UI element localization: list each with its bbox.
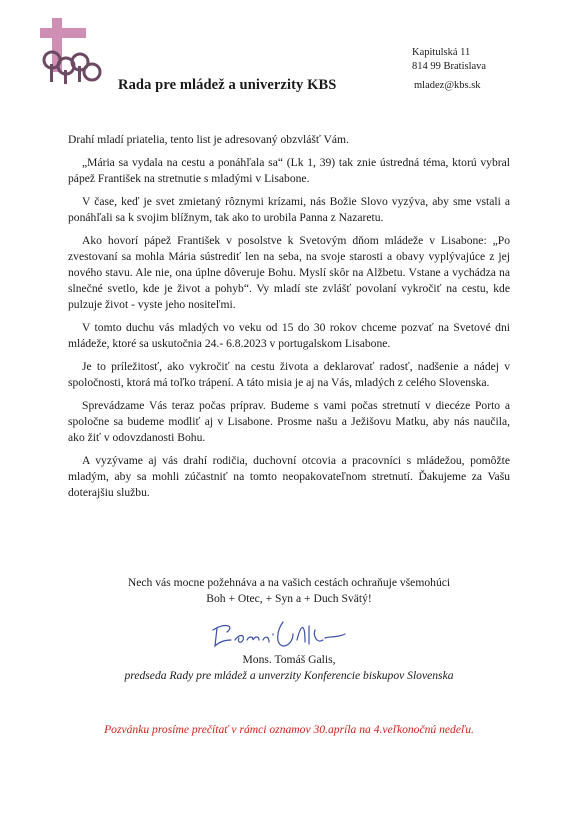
address-street: Kapitulská 11 xyxy=(412,47,471,58)
letter-body xyxy=(68,132,510,508)
blessing-line: Boh + Otec, + Syn a + Duch Svätý! xyxy=(206,592,372,605)
blessing xyxy=(68,575,510,607)
blessing-line: Nech vás mocne požehnáva a na vašich cestách ochraňuje všemohúci xyxy=(127,576,451,589)
greeting: Drahí mladí priatelia, tento list je adresovaný obzvlášť Vám. xyxy=(68,133,349,146)
paragraph: V čase, keď je svet zmietaný rôznymi krízami, nás Božie Slovo vyzýva, aby sme vstali a ponáhľali sa k svojim blížnym, tak ako to urobila Panna z Nazaretu. xyxy=(68,195,510,225)
paragraph: A vyzývame aj vás drahí rodičia, duchovní otcovia a pracovníci s mládežou, pomôžte mladým, aby sa mohli zúčastniť na tomto neopakovateľnom stretnutí. Ďakujeme za Vašu doterajšiu službu. xyxy=(68,454,510,499)
paragraph: Je to príležitosť, ako vykročiť na cestu života a deklarovať radosť, nadšenie a nádej v spoločnosti, ktorá má toľko trápení. A táto misia je aj na Vás, mladých z celého Slovenska. xyxy=(68,360,510,389)
signer-name: Mons. Tomáš Galis, xyxy=(242,653,336,666)
reading-note: Pozvánku prosíme prečítať v rámci oznamov 30.apríla na 4.veľkonočnú nedeľu. xyxy=(104,723,474,736)
signer-block xyxy=(68,652,510,684)
paragraph: Sprevádzame Vás teraz počas príprav. Budeme s vami počas stretnutí v diecéze Porto a spoločne sa budeme modliť aj v Lisabone. Prosme našu a Ježišovu Matku, aby nás naučila, ako žiť v odovzdanosti Bohu. xyxy=(68,399,510,444)
address-block xyxy=(412,46,486,93)
organization-title: Rada pre mládež a univerzity KBS xyxy=(118,77,337,93)
signer-role: predseda Rady pre mládež a unverzity Konferencie biskupov Slovenska xyxy=(124,669,454,682)
paragraph: V tomto duchu vás mladých vo veku od 15 do 30 rokov chceme pozvať na Svetové dni mládeže, ktoré sa uskutočnia 24.- 6.8.2023 v portugalskom Lisabone. xyxy=(68,320,510,350)
email-address: mladez@kbs.sk xyxy=(414,80,481,91)
paragraph: Ako hovorí pápež František v posolstve k Svetovým dňom mládeže v Lisabone: „Po zvestovaní sa mohla Mária sústrediť len na seba, na svoje starosti a obavy vyplývajúce z jej nového stavu. Ale nie, ona úplne dôveruje Bohu. Myslí skôr na Alžbetu. Vstane a vychádza na slnečné svetlo, kde je život a pohyb“. Vy mladí ste zvlášť povolaní vykročiť na cestu, kde pulzuje život - vyste jeho nositeľmi. xyxy=(68,234,510,311)
address-city: 814 99 Bratislava xyxy=(412,61,487,72)
handwritten-signature xyxy=(205,616,365,652)
paragraph: „Mária sa vydala na cestu a ponáhľala sa“ (Lk 1, 39) tak znie ústredná téma, ktorú vybral pápež František na stretnutie s mladými v Lisabone. xyxy=(68,156,510,186)
kbs-youth-logo xyxy=(38,16,104,86)
